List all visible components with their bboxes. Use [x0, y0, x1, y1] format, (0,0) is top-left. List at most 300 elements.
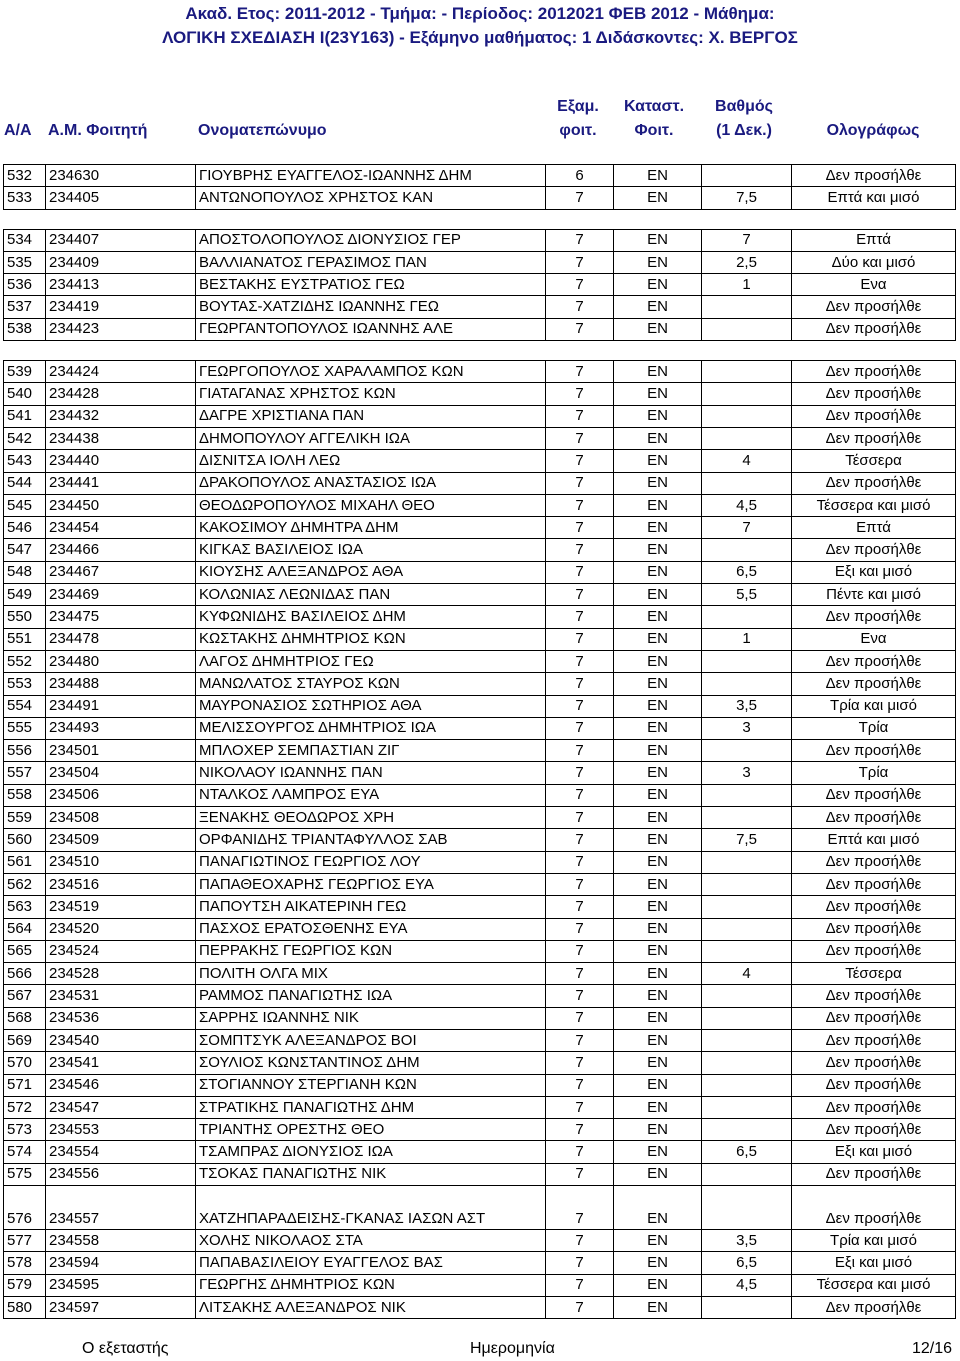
cell-student-id: 234524: [46, 940, 196, 962]
cell-semester: 7: [546, 229, 614, 251]
cell-student-id: 234454: [46, 517, 196, 539]
cell-row-index: 566: [4, 963, 46, 985]
cell-semester: 7: [546, 695, 614, 717]
cell-grade: [702, 650, 792, 672]
cell-semester: 7: [546, 1252, 614, 1274]
cell-row-index: 546: [4, 517, 46, 539]
cell-student-id: 234546: [46, 1074, 196, 1096]
cell-semester: 7: [546, 650, 614, 672]
cell-row-index: 579: [4, 1274, 46, 1296]
cell-grade-in-words: Δεν προσήλθε: [792, 1052, 956, 1074]
cell-row-index: 575: [4, 1163, 46, 1185]
cell-semester: 7: [546, 517, 614, 539]
cell-row-index: 563: [4, 896, 46, 918]
cell-grade: [702, 1074, 792, 1096]
cell-semester: 7: [546, 405, 614, 427]
cell-semester: 7: [546, 717, 614, 739]
cell-grade-in-words: Δεν προσήλθε: [792, 985, 956, 1007]
cell-semester: 7: [546, 539, 614, 561]
cell-status: ΕΝ: [614, 383, 702, 405]
cell-status: ΕΝ: [614, 628, 702, 650]
cell-grade-in-words: Δεν προσήλθε: [792, 165, 956, 187]
cell-semester: 7: [546, 606, 614, 628]
cell-semester: 7: [546, 584, 614, 606]
separator-cell: [4, 341, 956, 361]
document-title: [0, 2, 960, 50]
cell-grade-in-words: Δεν προσήλθε: [792, 1163, 956, 1185]
cell-status: ΕΝ: [614, 251, 702, 273]
cell-student-id: 234554: [46, 1141, 196, 1163]
table-row: [4, 1007, 956, 1029]
cell-student-name: ΟΡΦΑΝΙΔΗΣ ΤΡΙΑΝΤΑΦΥΛΛΟΣ ΣΑΒ: [196, 829, 546, 851]
cell-semester: 7: [546, 1119, 614, 1141]
cell-grade-in-words: Δεν προσήλθε: [792, 896, 956, 918]
table-row: [4, 695, 956, 717]
cell-status: ΕΝ: [614, 963, 702, 985]
cell-grade: 4: [702, 450, 792, 472]
cell-semester: 7: [546, 740, 614, 762]
cell-row-index: 562: [4, 873, 46, 895]
col-grade-line1: Βαθμός: [715, 98, 773, 115]
cell-student-name: ΔΙΣΝΙΤΣΑ ΙΟΛΗ ΛΕΩ: [196, 450, 546, 472]
cell-grade-in-words: Ενα: [792, 628, 956, 650]
table-row: [4, 1074, 956, 1096]
cell-student-id: 234438: [46, 427, 196, 449]
cell-semester: 7: [546, 1096, 614, 1118]
cell-grade-in-words: Εξι και μισό: [792, 1252, 956, 1274]
cell-grade-in-words: Ενα: [792, 274, 956, 296]
grades-table-body: [4, 165, 956, 1319]
cell-semester: 7: [546, 251, 614, 273]
cell-grade: 7,5: [702, 187, 792, 209]
cell-student-name: ΚΟΛΩΝΙΑΣ ΛΕΩΝΙΔΑΣ ΠΑΝ: [196, 584, 546, 606]
cell-grade-in-words: Δεν προσήλθε: [792, 650, 956, 672]
cell-grade-in-words: Επτά: [792, 517, 956, 539]
cell-student-id: 234450: [46, 494, 196, 516]
cell-semester: 7: [546, 807, 614, 829]
cell-student-name: ΘΕΟΔΩΡΟΠΟΥΛΟΣ ΜΙΧΑΗΛ ΘΕΟ: [196, 494, 546, 516]
cell-status: ΕΝ: [614, 673, 702, 695]
cell-status: ΕΝ: [614, 539, 702, 561]
cell-row-index: 565: [4, 940, 46, 962]
table-row: [4, 628, 956, 650]
cell-status: ΕΝ: [614, 494, 702, 516]
table-row: [4, 494, 956, 516]
cell-grade: [702, 1029, 792, 1051]
cell-student-name: ΛΙΤΣΑΚΗΣ ΑΛΕΞΑΝΔΡΟΣ ΝΙΚ: [196, 1296, 546, 1318]
cell-semester: 7: [546, 1230, 614, 1252]
cell-grade-in-words: Δεν προσήλθε: [792, 361, 956, 383]
cell-student-name: ΓΕΩΡΓΗΣ ΔΗΜΗΤΡΙΟΣ ΚΩΝ: [196, 1274, 546, 1296]
cell-student-name: ΓΕΩΡΓΑΝΤΟΠΟΥΛΟΣ ΙΩΑΝΝΗΣ ΑΛΕ: [196, 318, 546, 340]
cell-semester: 7: [546, 383, 614, 405]
col-aa: Α/Α: [4, 122, 32, 139]
cell-row-index: 557: [4, 762, 46, 784]
cell-status: ΕΝ: [614, 1252, 702, 1274]
cell-grade: 2,5: [702, 251, 792, 273]
cell-semester: 7: [546, 472, 614, 494]
table-row: [4, 740, 956, 762]
cell-grade-in-words: Τρία και μισό: [792, 695, 956, 717]
cell-status: ΕΝ: [614, 584, 702, 606]
cell-grade-in-words: Δεν προσήλθε: [792, 318, 956, 340]
cell-student-name: ΞΕΝΑΚΗΣ ΘΕΟΔΩΡΟΣ ΧΡΗ: [196, 807, 546, 829]
cell-grade: [702, 784, 792, 806]
cell-grade: [702, 1052, 792, 1074]
cell-grade: [702, 383, 792, 405]
cell-student-name: ΓΙΟΥΒΡΗΣ ΕΥΑΓΓΕΛΟΣ-ΙΩΑΝΝΗΣ ΔΗΜ: [196, 165, 546, 187]
cell-row-index: 539: [4, 361, 46, 383]
cell-semester: 7: [546, 318, 614, 340]
cell-student-name: ΑΠΟΣΤΟΛΟΠΟΥΛΟΣ ΔΙΟΝΥΣΙΟΣ ΓΕΡ: [196, 229, 546, 251]
grades-table: [3, 164, 956, 1319]
cell-row-index: 535: [4, 251, 46, 273]
cell-status: ΕΝ: [614, 762, 702, 784]
cell-grade-in-words: Δεν προσήλθε: [792, 873, 956, 895]
cell-student-name: ΧΟΛΗΣ ΝΙΚΟΛΑΟΣ ΣΤΑ: [196, 1230, 546, 1252]
cell-student-name: ΒΕΣΤΑΚΗΣ ΕΥΣΤΡΑΤΙΟΣ ΓΕΩ: [196, 274, 546, 296]
table-row: [4, 539, 956, 561]
cell-grade: [702, 918, 792, 940]
cell-semester: 7: [546, 896, 614, 918]
cell-student-id: 234405: [46, 187, 196, 209]
cell-grade: [702, 1007, 792, 1029]
cell-status: ΕΝ: [614, 784, 702, 806]
cell-status: ΕΝ: [614, 1230, 702, 1252]
title-line-2: ΛΟΓΙΚΗ ΣΧΕΔΙΑΣΗ Ι(23Υ163) - Εξάμηνο μαθήματος: 1 Διδάσκοντες: Χ. ΒΕΡΓΟΣ: [162, 28, 798, 47]
cell-row-index: 553: [4, 673, 46, 695]
table-row: [4, 405, 956, 427]
cell-status: ΕΝ: [614, 851, 702, 873]
cell-row-index: 533: [4, 187, 46, 209]
cell-grade-in-words: Τρία: [792, 762, 956, 784]
cell-status: ΕΝ: [614, 296, 702, 318]
cell-grade: 5,5: [702, 584, 792, 606]
cell-grade: [702, 606, 792, 628]
cell-grade: [702, 539, 792, 561]
cell-grade-in-words: Δεν προσήλθε: [792, 940, 956, 962]
cell-grade-in-words: Δεν προσήλθε: [792, 1186, 956, 1230]
cell-status: ΕΝ: [614, 717, 702, 739]
cell-status: ΕΝ: [614, 472, 702, 494]
cell-status: ΕΝ: [614, 427, 702, 449]
cell-row-index: 552: [4, 650, 46, 672]
cell-row-index: 537: [4, 296, 46, 318]
cell-status: ΕΝ: [614, 1296, 702, 1318]
cell-student-id: 234536: [46, 1007, 196, 1029]
cell-student-id: 234480: [46, 650, 196, 672]
cell-semester: 7: [546, 940, 614, 962]
cell-grade: [702, 873, 792, 895]
cell-student-id: 234528: [46, 963, 196, 985]
cell-grade-in-words: Δεν προσήλθε: [792, 405, 956, 427]
cell-status: ΕΝ: [614, 517, 702, 539]
cell-student-id: 234509: [46, 829, 196, 851]
cell-student-id: 234409: [46, 251, 196, 273]
table-row: [4, 1096, 956, 1118]
cell-semester: 7: [546, 1163, 614, 1185]
table-row: [4, 807, 956, 829]
table-row: [4, 940, 956, 962]
cell-grade: [702, 1163, 792, 1185]
cell-status: ΕΝ: [614, 1186, 702, 1230]
table-row: [4, 1029, 956, 1051]
cell-student-id: 234491: [46, 695, 196, 717]
cell-student-name: ΤΡΙΑΝΤΗΣ ΟΡΕΣΤΗΣ ΘΕΟ: [196, 1119, 546, 1141]
cell-grade: [702, 296, 792, 318]
cell-student-id: 234413: [46, 274, 196, 296]
cell-status: ΕΝ: [614, 940, 702, 962]
cell-row-index: 541: [4, 405, 46, 427]
cell-grade-in-words: Δεν προσήλθε: [792, 807, 956, 829]
cell-student-name: ΒΑΛΛΙΑΝΑΤΟΣ ΓΕΡΑΣΙΜΟΣ ΠΑΝ: [196, 251, 546, 273]
cell-row-index: 555: [4, 717, 46, 739]
cell-semester: 6: [546, 165, 614, 187]
cell-semester: 7: [546, 829, 614, 851]
cell-student-name: ΜΑΥΡΟΝΑΣΙΟΣ ΣΩΤΗΡΙΟΣ ΑΘΑ: [196, 695, 546, 717]
cell-grade-in-words: Δεν προσήλθε: [792, 296, 956, 318]
cell-student-name: ΓΙΑΤΑΓΑΝΑΣ ΧΡΗΣΤΟΣ ΚΩΝ: [196, 383, 546, 405]
cell-grade-in-words: Δεν προσήλθε: [792, 918, 956, 940]
group-separator: [4, 341, 956, 361]
cell-row-index: 561: [4, 851, 46, 873]
cell-semester: 7: [546, 673, 614, 695]
cell-student-id: 234467: [46, 561, 196, 583]
cell-student-name: ΠΑΠΟΥΤΣΗ ΑΙΚΑΤΕΡΙΝΗ ΓΕΩ: [196, 896, 546, 918]
cell-student-id: 234407: [46, 229, 196, 251]
col-semester-line2: φοιτ.: [559, 122, 597, 139]
cell-semester: 7: [546, 1007, 614, 1029]
cell-row-index: 560: [4, 829, 46, 851]
cell-grade: 6,5: [702, 561, 792, 583]
cell-semester: 7: [546, 963, 614, 985]
cell-student-id: 234540: [46, 1029, 196, 1051]
page-number: 12/16: [912, 1340, 953, 1357]
cell-status: ΕΝ: [614, 650, 702, 672]
cell-status: ΕΝ: [614, 1052, 702, 1074]
cell-grade: [702, 1119, 792, 1141]
cell-grade: [702, 896, 792, 918]
cell-student-name: ΚΙΟΥΣΗΣ ΑΛΕΞΑΝΔΡΟΣ ΑΘΑ: [196, 561, 546, 583]
table-row: [4, 650, 956, 672]
cell-student-name: ΣΟΥΛΙΟΣ ΚΩΝΣΤΑΝΤΙΝΟΣ ΔΗΜ: [196, 1052, 546, 1074]
table-row: [4, 165, 956, 187]
table-row: [4, 187, 956, 209]
cell-semester: 7: [546, 851, 614, 873]
cell-semester: 7: [546, 1274, 614, 1296]
cell-student-name: ΔΑΓΡΕ ΧΡΙΣΤΙΑΝΑ ΠΑΝ: [196, 405, 546, 427]
table-row: [4, 383, 956, 405]
cell-grade: [702, 1186, 792, 1230]
cell-student-name: ΚΑΚΟΣΙΜΟΥ ΔΗΜΗΤΡΑ ΔΗΜ: [196, 517, 546, 539]
cell-semester: 7: [546, 494, 614, 516]
cell-status: ΕΝ: [614, 274, 702, 296]
cell-grade-in-words: Δεν προσήλθε: [792, 784, 956, 806]
cell-student-name: ΚΙΓΚΑΣ ΒΑΣΙΛΕΙΟΣ ΙΩΑ: [196, 539, 546, 561]
cell-row-index: 548: [4, 561, 46, 583]
cell-grade: 3,5: [702, 1230, 792, 1252]
col-semester-line1: Εξαμ.: [557, 98, 599, 115]
cell-grade-in-words: Δεν προσήλθε: [792, 1007, 956, 1029]
cell-grade: 1: [702, 274, 792, 296]
cell-row-index: 571: [4, 1074, 46, 1096]
cell-grade: [702, 673, 792, 695]
cell-row-index: 542: [4, 427, 46, 449]
cell-grade-in-words: Τρία και μισό: [792, 1230, 956, 1252]
cell-grade-in-words: Εξι και μισό: [792, 561, 956, 583]
table-row: [4, 274, 956, 296]
cell-row-index: 556: [4, 740, 46, 762]
cell-grade: [702, 405, 792, 427]
cell-grade: 4,5: [702, 1274, 792, 1296]
table-row: [4, 829, 956, 851]
cell-row-index: 564: [4, 918, 46, 940]
cell-student-name: ΣΑΡΡΗΣ ΙΩΑΝΝΗΣ ΝΙΚ: [196, 1007, 546, 1029]
cell-student-name: ΠΑΠΑΒΑΣΙΛΕΙΟΥ ΕΥΑΓΓΕΛΟΣ ΒΑΣ: [196, 1252, 546, 1274]
cell-grade: 4: [702, 963, 792, 985]
table-row: [4, 1230, 956, 1252]
cell-student-id: 234510: [46, 851, 196, 873]
cell-semester: 7: [546, 762, 614, 784]
cell-grade: [702, 427, 792, 449]
cell-row-index: 574: [4, 1141, 46, 1163]
cell-grade-in-words: Δεν προσήλθε: [792, 1296, 956, 1318]
cell-student-id: 234519: [46, 896, 196, 918]
cell-student-id: 234424: [46, 361, 196, 383]
cell-grade-in-words: Δεν προσήλθε: [792, 427, 956, 449]
table-row: [4, 918, 956, 940]
cell-grade-in-words: Τέσσερα και μισό: [792, 1274, 956, 1296]
cell-status: ΕΝ: [614, 1029, 702, 1051]
cell-student-id: 234547: [46, 1096, 196, 1118]
table-row: [4, 296, 956, 318]
cell-grade-in-words: Τέσσερα: [792, 963, 956, 985]
cell-grade: 3: [702, 762, 792, 784]
cell-student-name: ΤΣΑΜΠΡΑΣ ΔΙΟΝΥΣΙΟΣ ΙΩΑ: [196, 1141, 546, 1163]
cell-grade-in-words: Δύο και μισό: [792, 251, 956, 273]
cell-student-name: ΜΠΛΟΧΕΡ ΣΕΜΠΑΣΤΙΑΝ ΖΙΓ: [196, 740, 546, 762]
cell-semester: 7: [546, 296, 614, 318]
table-row: [4, 1186, 956, 1230]
cell-student-id: 234558: [46, 1230, 196, 1252]
cell-status: ΕΝ: [614, 985, 702, 1007]
cell-student-id: 234508: [46, 807, 196, 829]
cell-grade-in-words: Δεν προσήλθε: [792, 539, 956, 561]
cell-grade-in-words: Δεν προσήλθε: [792, 1119, 956, 1141]
cell-student-name: ΜΑΝΩΛΑΤΟΣ ΣΤΑΥΡΟΣ ΚΩΝ: [196, 673, 546, 695]
cell-semester: 7: [546, 985, 614, 1007]
cell-grade: 7: [702, 517, 792, 539]
cell-status: ΕΝ: [614, 1074, 702, 1096]
examiner-label: Ο εξεταστής: [82, 1340, 169, 1357]
cell-row-index: 570: [4, 1052, 46, 1074]
cell-row-index: 540: [4, 383, 46, 405]
cell-semester: 7: [546, 1296, 614, 1318]
cell-semester: 7: [546, 274, 614, 296]
cell-student-name: ΛΑΓΟΣ ΔΗΜΗΤΡΙΟΣ ΓΕΩ: [196, 650, 546, 672]
cell-student-name: ΚΩΣΤΑΚΗΣ ΔΗΜΗΤΡΙΟΣ ΚΩΝ: [196, 628, 546, 650]
cell-status: ΕΝ: [614, 1274, 702, 1296]
col-status-line1: Καταστ.: [623, 98, 685, 115]
cell-semester: 7: [546, 1074, 614, 1096]
cell-status: ΕΝ: [614, 606, 702, 628]
cell-semester: 7: [546, 561, 614, 583]
table-row: [4, 472, 956, 494]
cell-student-id: 234466: [46, 539, 196, 561]
cell-student-id: 234504: [46, 762, 196, 784]
table-row: [4, 851, 956, 873]
cell-student-name: ΔΗΜΟΠΟΥΛΟΥ ΑΓΓΕΛΙΚΗ ΙΩΑ: [196, 427, 546, 449]
cell-status: ΕΝ: [614, 1119, 702, 1141]
cell-grade-in-words: Επτά: [792, 229, 956, 251]
cell-student-id: 234441: [46, 472, 196, 494]
cell-status: ΕΝ: [614, 829, 702, 851]
cell-status: ΕΝ: [614, 165, 702, 187]
table-row: [4, 762, 956, 784]
cell-student-name: ΑΝΤΩΝΟΠΟΥΛΟΣ ΧΡΗΣΤΟΣ ΚΑΝ: [196, 187, 546, 209]
cell-status: ΕΝ: [614, 740, 702, 762]
cell-student-name: ΠΑΠΑΘΕΟΧΑΡΗΣ ΓΕΩΡΓΙΟΣ ΕΥΑ: [196, 873, 546, 895]
cell-grade-in-words: Δεν προσήλθε: [792, 472, 956, 494]
cell-grade-in-words: Δεν προσήλθε: [792, 851, 956, 873]
cell-row-index: 544: [4, 472, 46, 494]
table-row: [4, 361, 956, 383]
table-row: [4, 561, 956, 583]
table-row: [4, 606, 956, 628]
cell-status: ΕΝ: [614, 918, 702, 940]
cell-grade: [702, 165, 792, 187]
cell-semester: 7: [546, 1029, 614, 1051]
table-row: [4, 873, 956, 895]
table-row: [4, 1296, 956, 1318]
cell-row-index: 550: [4, 606, 46, 628]
table-row: [4, 717, 956, 739]
cell-semester: 7: [546, 918, 614, 940]
title-line-1: Ακαδ. Ετος: 2011-2012 - Τμήμα: - Περίοδος: 2012021 ΦΕΒ 2012 - Μάθημα:: [185, 4, 775, 23]
cell-grade: 6,5: [702, 1141, 792, 1163]
cell-status: ΕΝ: [614, 1163, 702, 1185]
cell-student-name: ΝΙΚΟΛΑΟΥ ΙΩΑΝΝΗΣ ΠΑΝ: [196, 762, 546, 784]
cell-row-index: 580: [4, 1296, 46, 1318]
cell-grade: 3: [702, 717, 792, 739]
cell-status: ΕΝ: [614, 807, 702, 829]
cell-row-index: 573: [4, 1119, 46, 1141]
cell-status: ΕΝ: [614, 450, 702, 472]
cell-row-index: 545: [4, 494, 46, 516]
cell-grade: 7: [702, 229, 792, 251]
col-am: Α.Μ. Φοιτητή: [48, 122, 148, 139]
table-row: [4, 1052, 956, 1074]
cell-semester: 7: [546, 427, 614, 449]
table-row: [4, 985, 956, 1007]
col-name: Ονοματεπώνυμο: [198, 122, 327, 139]
cell-grade-in-words: Εξι και μισό: [792, 1141, 956, 1163]
cell-grade-in-words: Δεν προσήλθε: [792, 1074, 956, 1096]
cell-student-name: ΝΤΑΛΚΟΣ ΛΑΜΠΡΟΣ ΕΥΑ: [196, 784, 546, 806]
cell-grade-in-words: Δεν προσήλθε: [792, 1096, 956, 1118]
cell-student-id: 234488: [46, 673, 196, 695]
cell-grade: 4,5: [702, 494, 792, 516]
cell-student-name: ΜΕΛΙΣΣΟΥΡΓΟΣ ΔΗΜΗΤΡΙΟΣ ΙΩΑ: [196, 717, 546, 739]
cell-row-index: 554: [4, 695, 46, 717]
table-row: [4, 229, 956, 251]
cell-student-id: 234597: [46, 1296, 196, 1318]
cell-student-id: 234469: [46, 584, 196, 606]
separator-cell: [4, 209, 956, 229]
cell-grade: 1: [702, 628, 792, 650]
table-row: [4, 318, 956, 340]
cell-grade-in-words: Τέσσερα και μισό: [792, 494, 956, 516]
